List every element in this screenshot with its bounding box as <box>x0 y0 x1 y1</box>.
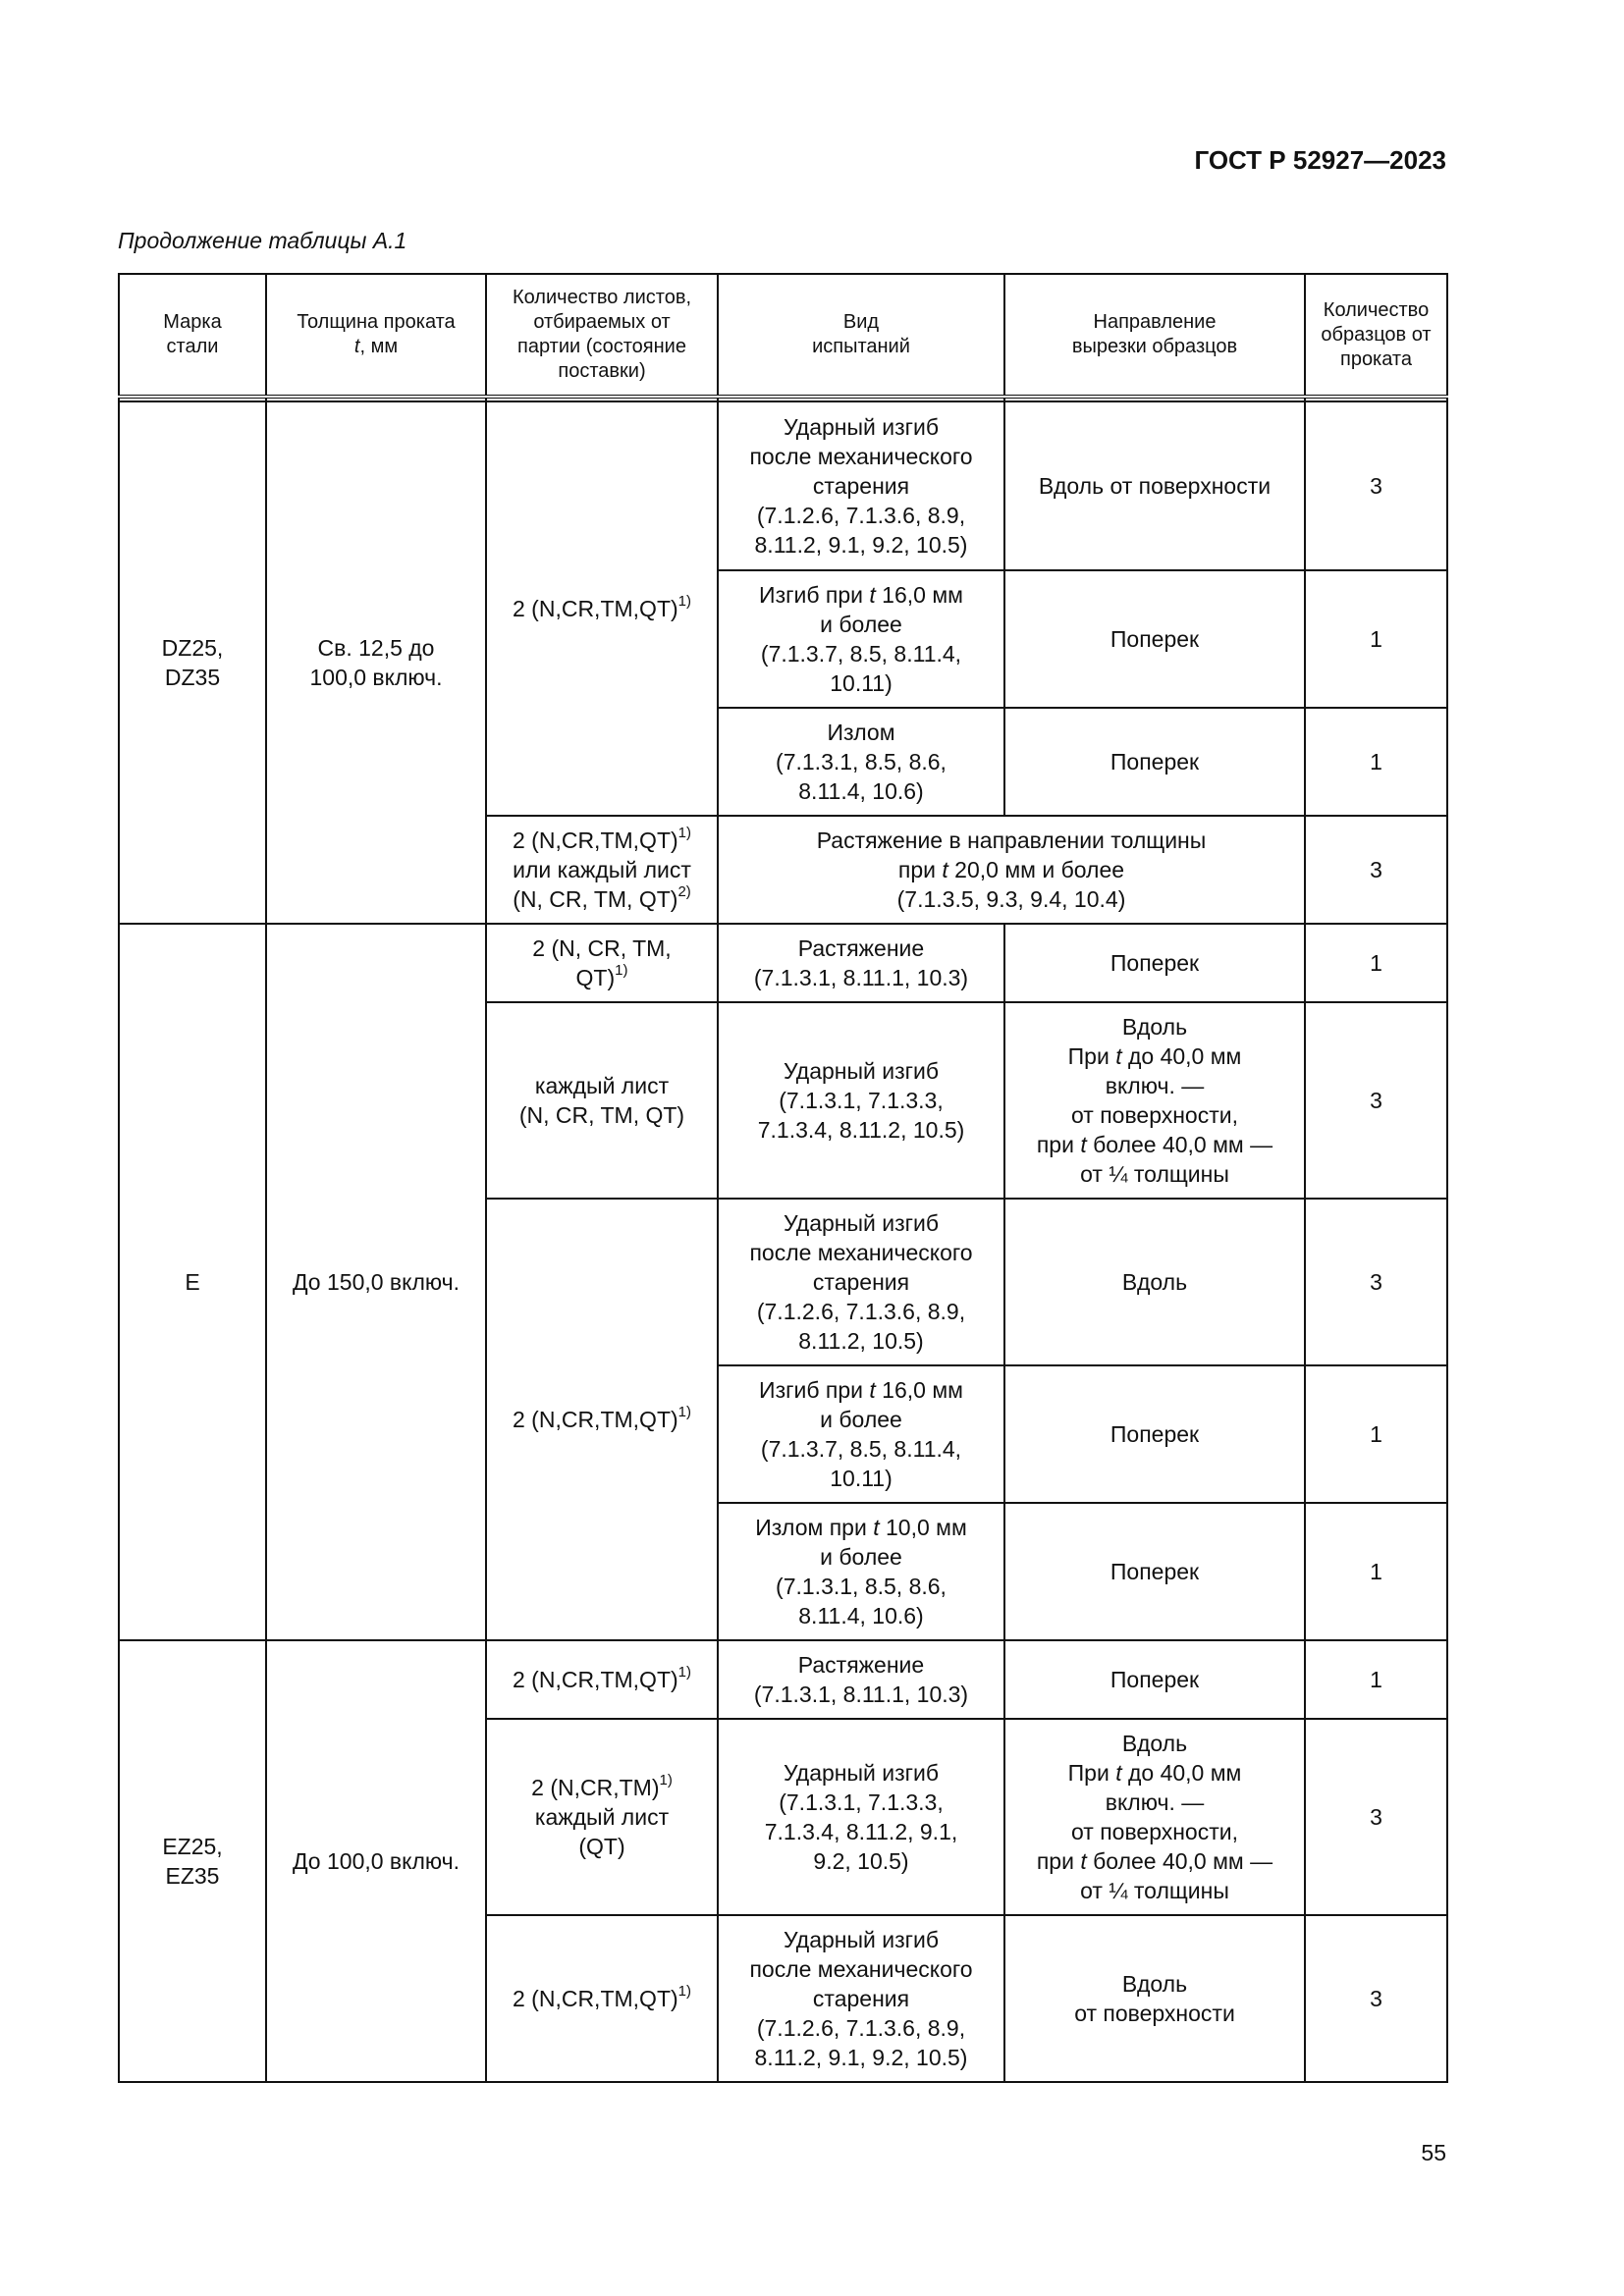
sheets-cell: каждый лист (N, CR, TM, QT) <box>486 1002 718 1199</box>
direction-cell <box>1004 1719 1305 1915</box>
sheets-text: 2 (N,CR,TM,QT) <box>513 596 678 621</box>
test-cell <box>718 1365 1004 1503</box>
sheets-text: каждый лист (QT) <box>534 1804 670 1859</box>
thickness-variable: t <box>1080 1132 1087 1157</box>
test-cell: Ударный изгиб после механического старения (7.1.2.6, 7.1.3.6, 8.9, 8.11.2, 9.1, 9.2, 10.5) <box>718 1915 1004 2082</box>
sheets-text: или каждый лист (N, CR, TM, QT) <box>513 857 691 912</box>
samples-cell: 3 <box>1305 1199 1447 1365</box>
samples-cell: 3 <box>1305 816 1447 924</box>
sheets-text: 2 (N,CR,TM,QT) <box>513 1986 678 2011</box>
sheets-cell <box>486 1199 718 1640</box>
direction-cell: Вдоль от поверхности <box>1004 1915 1305 2082</box>
test-text: 16,0 мм и более (7.1.3.7, 8.5, 8.11.4, 10.11) <box>760 582 963 696</box>
table-caption <box>118 228 406 254</box>
thickness-variable: t <box>869 582 876 608</box>
test-cell <box>718 570 1004 708</box>
sheets-text: 2 (N,CR,TM,QT) <box>513 1667 678 1692</box>
direction-text: Вдоль <box>1121 1014 1188 1040</box>
caption-ref: А.1 <box>372 228 407 253</box>
column-header-grade: Марка стали <box>119 274 266 397</box>
thickness-cell: До 100,0 включ. <box>266 1640 486 2082</box>
footnote-mark: 1) <box>677 1983 691 2001</box>
direction-cell <box>1004 1002 1305 1199</box>
samples-cell: 3 <box>1305 401 1447 570</box>
direction-cell: Поперек <box>1004 1640 1305 1719</box>
test-cell: Ударный изгиб (7.1.3.1, 7.1.3.3, 7.1.3.4, 8.11.2, 9.1, 9.2, 10.5) <box>718 1719 1004 1915</box>
samples-cell: 3 <box>1305 1002 1447 1199</box>
footnote-mark: 1) <box>615 962 628 980</box>
sheets-cell <box>486 1640 718 1719</box>
samples-cell: 1 <box>1305 1640 1447 1719</box>
sheets-cell <box>486 1719 718 1915</box>
document-code: ГОСТ Р 52927—2023 <box>1194 145 1446 175</box>
merged-test-cell <box>718 816 1305 924</box>
sheets-cell <box>486 1915 718 2082</box>
column-header-sheets: Количество листов, отбираемых от партии (состояние поставки) <box>486 274 718 397</box>
samples-cell: 1 <box>1305 924 1447 1002</box>
column-header-samples: Количество образцов от проката <box>1305 274 1447 397</box>
thickness-label: Толщина проката <box>297 311 456 333</box>
table-row <box>119 401 1447 570</box>
direction-cell: Поперек <box>1004 924 1305 1002</box>
footnote-mark: 1) <box>677 825 691 842</box>
thickness-variable: t <box>869 1377 876 1403</box>
test-cell: Ударный изгиб после механического старения (7.1.2.6, 7.1.3.6, 8.9, 8.11.2, 10.5) <box>718 1199 1004 1365</box>
sheets-cell <box>486 816 718 924</box>
test-cell: Ударный изгиб (7.1.3.1, 7.1.3.3, 7.1.3.4, 8.11.2, 10.5) <box>718 1002 1004 1199</box>
thickness-variable: t <box>942 857 948 882</box>
footnote-mark: 1) <box>677 1404 691 1421</box>
sheets-cell <box>486 924 718 1002</box>
direction-text: При <box>1067 1760 1116 1786</box>
test-cell: Растяжение (7.1.3.1, 8.11.1, 10.3) <box>718 924 1004 1002</box>
sheets-cell <box>486 401 718 816</box>
thickness-cell: Св. 12,5 до 100,0 включ. <box>266 401 486 924</box>
footnote-mark: 2) <box>677 883 691 901</box>
page-number: 55 <box>1421 2140 1446 2165</box>
test-cell <box>718 1503 1004 1640</box>
direction-cell: Поперек <box>1004 1503 1305 1640</box>
grade-cell: E <box>119 924 266 1640</box>
table-row <box>119 924 1447 1002</box>
sheets-text: 2 (N,CR,TM) <box>531 1775 660 1800</box>
samples-cell: 1 <box>1305 708 1447 816</box>
direction-cell: Поперек <box>1004 1365 1305 1503</box>
column-header-test: Вид испытаний <box>718 274 1004 397</box>
table-row <box>119 1640 1447 1719</box>
thickness-variable: t <box>1115 1043 1122 1069</box>
sheets-text: 2 (N,CR,TM,QT) <box>513 828 678 853</box>
header-row <box>119 274 1447 397</box>
direction-text: до 40,0 мм включ. — от поверхности, при <box>1036 1043 1242 1157</box>
sheets-text: 2 (N,CR,TM,QT) <box>513 1407 678 1432</box>
test-text: Изгиб при <box>759 582 870 608</box>
thickness-variable: t <box>873 1515 880 1540</box>
thickness-unit: , мм <box>359 336 399 357</box>
thickness-variable: t <box>1115 1760 1122 1786</box>
grade-cell: EZ25, EZ35 <box>119 1640 266 2082</box>
samples-cell: 1 <box>1305 1365 1447 1503</box>
grade-cell: DZ25, DZ35 <box>119 401 266 924</box>
footnote-mark: 1) <box>677 593 691 611</box>
test-cell: Ударный изгиб после механического старения (7.1.2.6, 7.1.3.6, 8.9, 8.11.2, 9.1, 9.2, 10.5) <box>718 401 1004 570</box>
samples-cell: 3 <box>1305 1915 1447 2082</box>
caption-prefix: Продолжение таблицы <box>118 228 373 253</box>
test-cell: Растяжение (7.1.3.1, 8.11.1, 10.3) <box>718 1640 1004 1719</box>
samples-cell: 1 <box>1305 570 1447 708</box>
thickness-variable: t <box>1080 1848 1087 1874</box>
direction-cell: Поперек <box>1004 570 1305 708</box>
direction-text: более 40,0 мм — от ¼ толщины <box>1080 1132 1273 1187</box>
requirements-table <box>118 273 1448 2083</box>
test-text: 20,0 мм и более (7.1.3.5, 9.3, 9.4, 10.4) <box>896 857 1126 912</box>
footnote-mark: 1) <box>659 1772 673 1789</box>
direction-cell: Поперек <box>1004 708 1305 816</box>
samples-cell: 1 <box>1305 1503 1447 1640</box>
test-text: 10,0 мм и более (7.1.3.1, 8.5, 8.6, 8.11.4, 10.6) <box>776 1515 967 1629</box>
direction-text: до 40,0 мм включ. — от поверхности, при <box>1036 1760 1242 1874</box>
direction-text: Вдоль <box>1121 1731 1188 1756</box>
direction-cell: Вдоль <box>1004 1199 1305 1365</box>
column-header-thickness <box>266 274 486 397</box>
sheets-text: 2 (N, CR, TM, QT) <box>532 935 672 990</box>
direction-text: более 40,0 мм — от ¼ толщины <box>1080 1848 1273 1903</box>
direction-cell: Вдоль от поверхности <box>1004 401 1305 570</box>
test-cell: Излом (7.1.3.1, 8.5, 8.6, 8.11.4, 10.6) <box>718 708 1004 816</box>
thickness-cell: До 150,0 включ. <box>266 924 486 1640</box>
footnote-mark: 1) <box>677 1664 691 1682</box>
thickness-variable: t <box>353 336 360 357</box>
direction-text: При <box>1067 1043 1116 1069</box>
test-text: Изгиб при <box>759 1377 870 1403</box>
test-text: Растяжение в направлении толщины при <box>816 828 1207 882</box>
column-header-direction: Направление вырезки образцов <box>1004 274 1305 397</box>
test-text: 16,0 мм и более (7.1.3.7, 8.5, 8.11.4, 10.11) <box>760 1377 963 1491</box>
test-text: Излом при <box>755 1515 874 1540</box>
samples-cell: 3 <box>1305 1719 1447 1915</box>
